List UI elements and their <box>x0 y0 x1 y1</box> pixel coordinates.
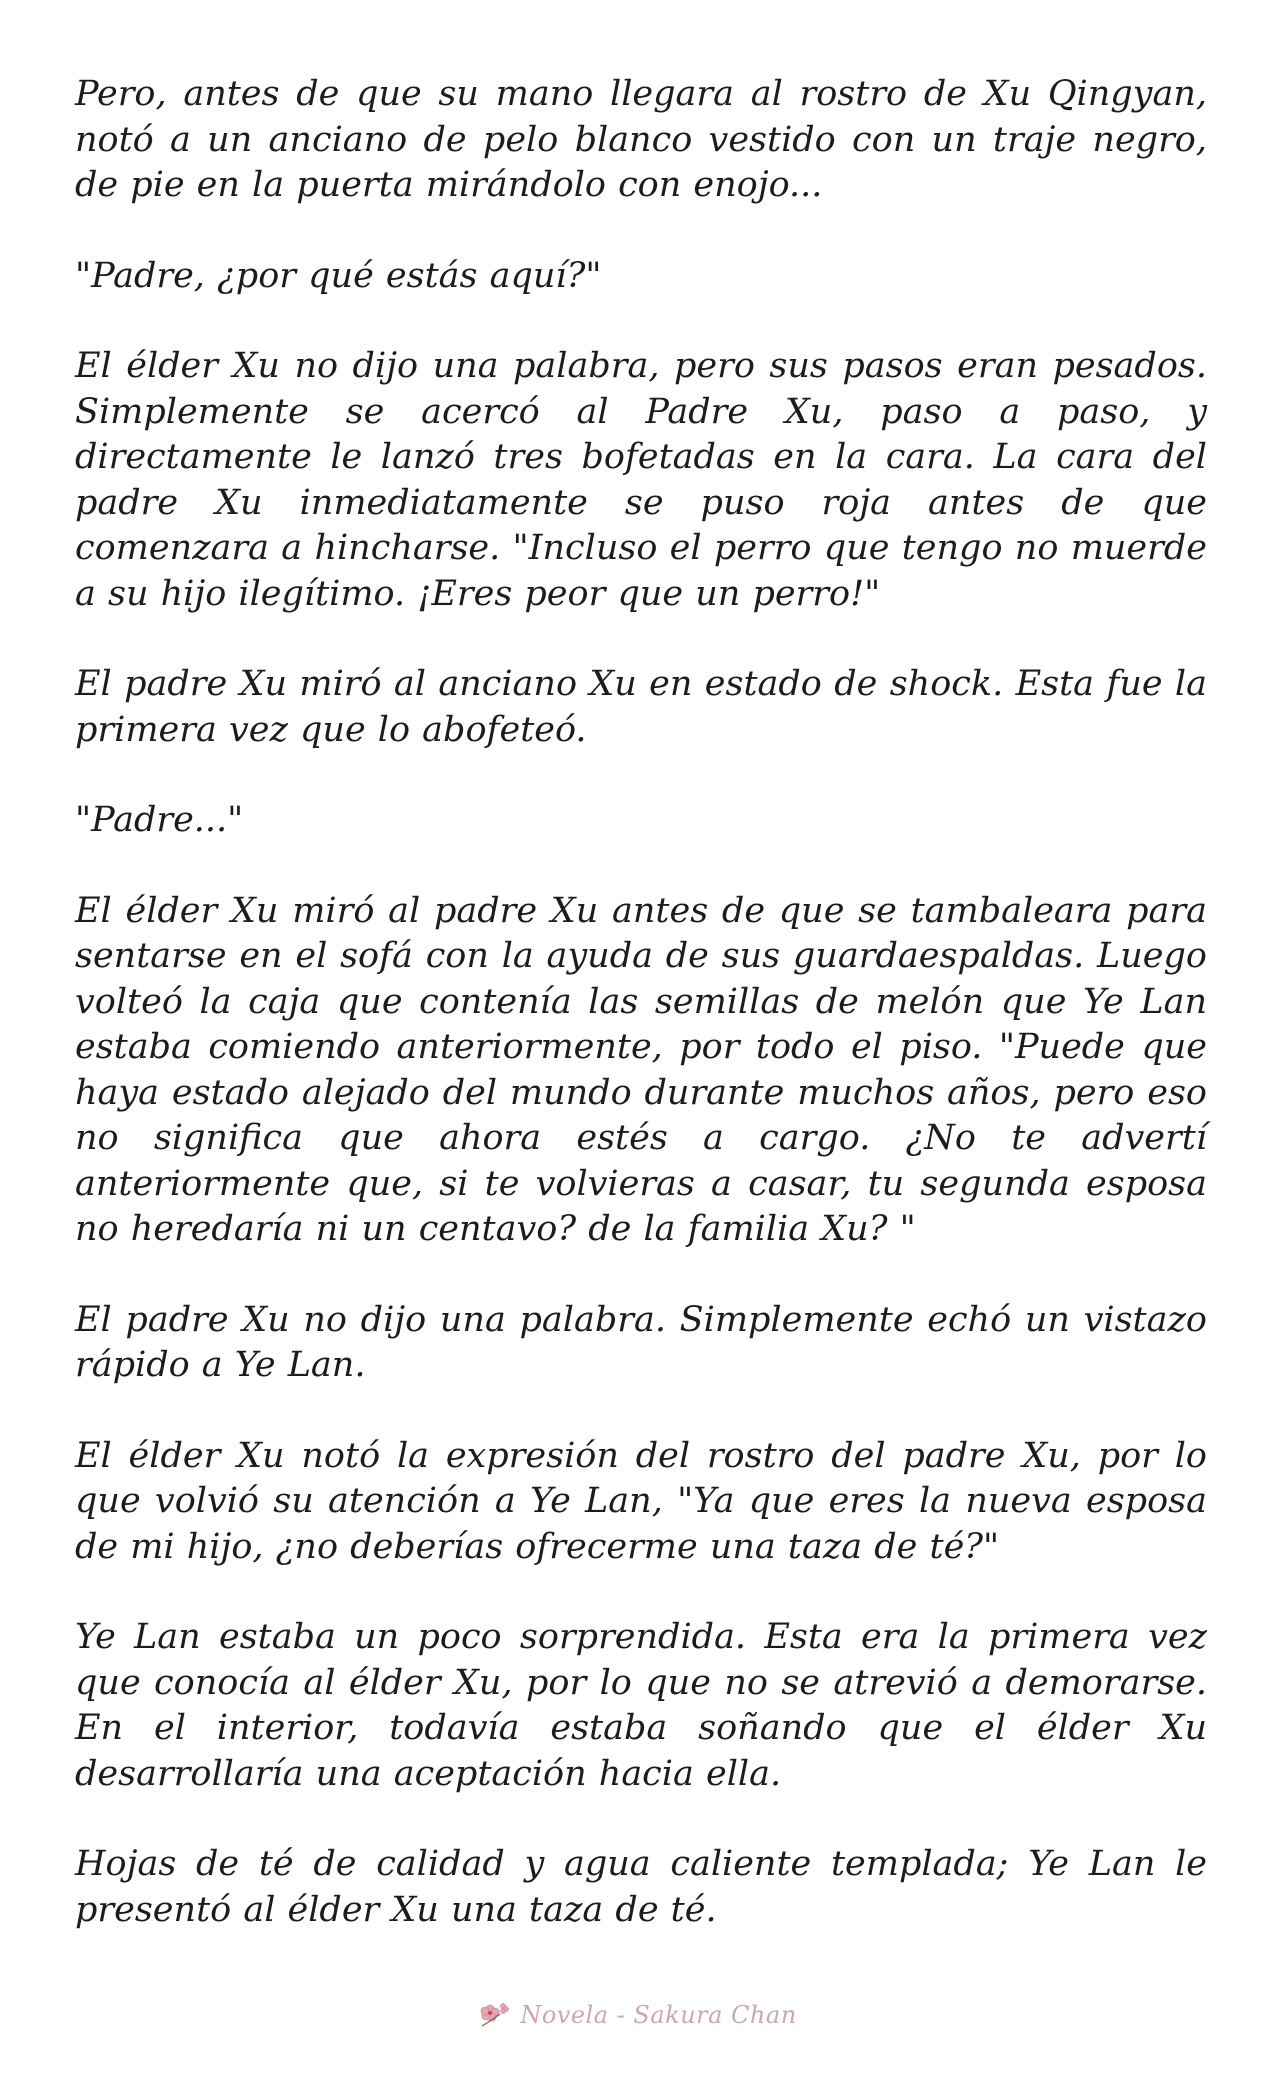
watermark-footer <box>0 1995 1275 2035</box>
paragraph-6: El élder Xu miró al padre Xu antes de que se tambaleara para sentarse en el sofá con la ayuda de sus guardaespaldas. Luego volteó la caja que contenía las semillas de melón que Ye Lan estaba comiendo anteriormente, por todo el piso. "Puede que haya estado alejado del mundo durante muchos años, pero eso no significa que ahora estés a cargo. ¿No te advertí anteriormente que, si te volvieras a casar, tu segunda esposa no heredaría ni un centavo? de la familia Xu? " <box>75 890 1207 1249</box>
paragraph-1: Pero, antes de que su mano llegara al rostro de Xu Qingyan, notó a un anciano de pelo blanco vestido con un traje negro, de pie en la puerta mirándolo con enojo... <box>75 74 1207 205</box>
paragraph-8: El élder Xu notó la expresión del rostro del padre Xu, por lo que volvió su atención a Ye Lan, "Ya que eres la nueva esposa de mi hijo, ¿no deberías ofrecerme una taza de té?" <box>75 1435 1207 1567</box>
paragraph-2: "Padre, ¿por qué estás aquí?" <box>75 255 602 296</box>
document-body <box>75 72 1207 1978</box>
paragraph-3: El élder Xu no dijo una palabra, pero sus pasos eran pesados. Simplemente se acercó al Padre Xu, paso a paso, y directamente le lanzó tres bofetadas en la cara. La cara del padre Xu inmediatamente se puso roja antes de que comenzara a hincharse. "Incluso el perro que tengo no muerde a su hijo ilegítimo. ¡Eres peor que un perro!" <box>75 346 1207 614</box>
paragraph-7: El padre Xu no dijo una palabra. Simplemente echó un vistazo rápido a Ye Lan. <box>75 1299 1207 1385</box>
cherry-blossom-icon <box>478 2000 512 2030</box>
paragraph-9: Ye Lan estaba un poco sorprendida. Esta era la primera vez que conocía al élder Xu, por lo que no se atrevió a demorarse. En el interior, todavía estaba soñando que el élder Xu desarrollaría una aceptación hacia ella. <box>75 1617 1207 1794</box>
paragraph-5: "Padre..." <box>75 800 244 840</box>
watermark-text: Novela - Sakura Chan <box>520 2001 797 2029</box>
paragraph-10: Hojas de té de calidad y agua caliente templada; Ye Lan le presentó al élder Xu una taza de té. <box>75 1844 1207 1930</box>
paragraph-4: El padre Xu miró al anciano Xu en estado de shock. Esta fue la primera vez que lo abofeteó. <box>75 664 1207 750</box>
